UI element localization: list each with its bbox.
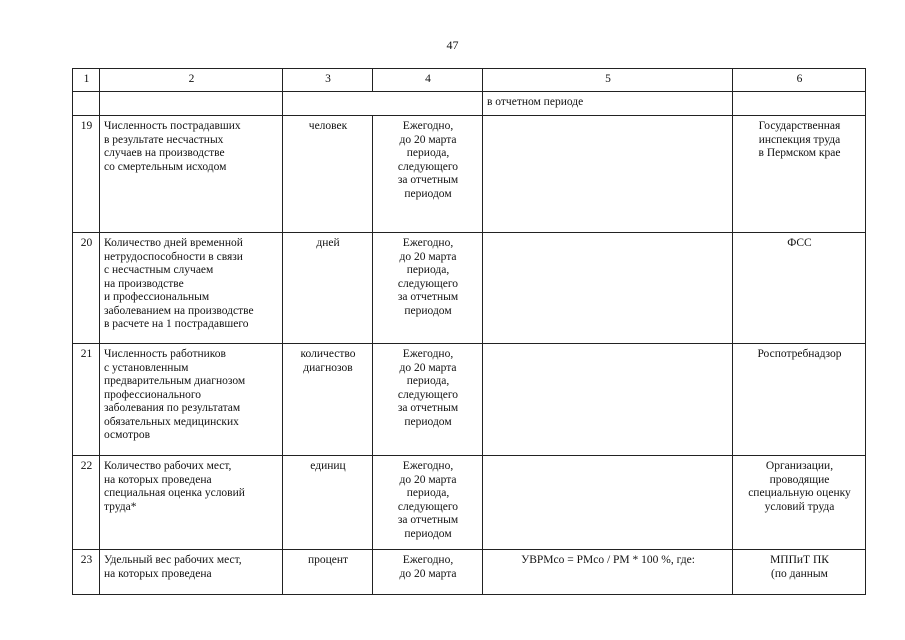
page-number: 47 <box>446 38 459 52</box>
table-row <box>73 344 866 456</box>
text-line: Численность работников <box>104 348 226 360</box>
text-line: Численность пострадавших <box>104 120 241 132</box>
text-line: Количество рабочих мест, <box>104 460 232 472</box>
source-cell <box>733 233 866 344</box>
text-line: на которых проведена <box>104 567 212 580</box>
header-cell-2: 2 <box>100 69 283 92</box>
table-row <box>73 116 866 233</box>
source-cell <box>733 550 866 595</box>
text-line: периодом <box>404 187 452 200</box>
text-line: предварительным диагнозом <box>104 375 246 387</box>
text-line: периода, <box>406 147 450 159</box>
source-cell <box>733 116 866 233</box>
text-line: за отчетным <box>397 514 459 526</box>
text-line: количество <box>300 348 356 360</box>
text-line: периодом <box>404 304 452 317</box>
text-line: МППиТ ПК <box>770 554 829 566</box>
subheader-cell-6 <box>733 92 866 116</box>
indicator-cell <box>100 456 283 550</box>
text-line: проводящие <box>769 473 830 486</box>
text-line: в Пермском крае <box>758 147 841 159</box>
text-line: ФСС <box>787 237 812 249</box>
term-cell <box>373 233 483 344</box>
header-row <box>73 69 866 92</box>
text-line: заболевания по результатам <box>104 402 241 414</box>
text-line: Ежегодно, <box>402 120 454 132</box>
subheader-row <box>73 92 866 116</box>
text-line: до 20 марта <box>399 250 457 263</box>
text-line: человек <box>308 120 348 132</box>
text-line: инспекция труда <box>758 133 841 146</box>
text-line: с несчастным случаем <box>104 264 214 276</box>
text-line: за отчетным <box>397 402 459 414</box>
text-line: до 20 марта <box>399 133 457 146</box>
row-number-cell: 21 <box>73 344 100 456</box>
unit-cell <box>283 233 373 344</box>
text-line: обязательных медицинских <box>104 415 239 428</box>
text-line: Роспотребнадзор <box>757 348 842 360</box>
method-cell <box>483 233 733 344</box>
indicators-table <box>72 68 866 595</box>
text-line: Удельный вес рабочих мест, <box>104 554 242 566</box>
header-cell-3: 3 <box>283 69 373 92</box>
text-line: дней <box>316 237 340 249</box>
row-number-cell: 22 <box>73 456 100 550</box>
header-cell-5: 5 <box>483 69 733 92</box>
text-line: условий труда <box>764 500 835 513</box>
text-line: периодом <box>404 527 452 540</box>
text-line: заболеванием на производстве <box>104 304 254 317</box>
row-number-cell: 19 <box>73 116 100 233</box>
unit-cell <box>283 456 373 550</box>
text-line: и профессиональным <box>104 291 210 303</box>
text-line: Государственная <box>758 120 841 132</box>
text-line: Ежегодно, <box>402 554 454 566</box>
header-cell-1: 1 <box>73 69 100 92</box>
text-line: осмотров <box>104 429 151 441</box>
text-line: труда* <box>104 500 137 513</box>
text-line: в расчете на 1 пострадавшего <box>104 318 249 330</box>
text-line: специальная оценка условий <box>104 487 245 499</box>
text-line: на которых проведена <box>104 473 212 486</box>
table-row <box>73 456 866 550</box>
text-line: Ежегодно, <box>402 460 454 472</box>
text-line: диагнозов <box>303 361 353 374</box>
subheader-cell-2 <box>100 92 283 116</box>
method-cell: УВРМсо = РМсо / РМ * 100 %, где: <box>483 550 733 595</box>
text-line: периода, <box>406 375 450 387</box>
text-line: до 20 марта <box>399 567 457 580</box>
text-line: следующего <box>397 388 459 401</box>
text-line: со смертельным исходом <box>104 160 227 173</box>
indicator-cell <box>100 116 283 233</box>
source-cell <box>733 456 866 550</box>
table-row <box>73 233 866 344</box>
unit-cell <box>283 116 373 233</box>
text-line: (по данным <box>771 567 828 580</box>
text-line: процент <box>307 554 349 566</box>
text-line: случаев на производстве <box>104 147 225 159</box>
row-number-cell: 23 <box>73 550 100 595</box>
text-line: Количество дней временной <box>104 237 243 249</box>
method-cell <box>483 116 733 233</box>
term-cell <box>373 344 483 456</box>
indicator-cell <box>100 344 283 456</box>
text-line: до 20 марта <box>399 361 457 374</box>
method-cell <box>483 344 733 456</box>
header-cell-6: 6 <box>733 69 866 92</box>
subheader-cell-1 <box>73 92 100 116</box>
text-line: периода, <box>406 487 450 499</box>
text-line: периода, <box>406 264 450 276</box>
indicator-cell <box>100 550 283 595</box>
subheader-cell-3-4 <box>283 92 483 116</box>
text-line: Ежегодно, <box>402 348 454 360</box>
text-line: на производстве <box>104 277 184 290</box>
unit-cell <box>283 550 373 595</box>
text-line: единиц <box>310 460 346 472</box>
method-cell <box>483 456 733 550</box>
text-line: Организации, <box>765 460 834 472</box>
text-line: следующего <box>397 277 459 290</box>
indicator-cell <box>100 233 283 344</box>
text-line: следующего <box>397 160 459 173</box>
text-line: Ежегодно, <box>402 237 454 249</box>
term-cell <box>373 116 483 233</box>
text-line: периодом <box>404 415 452 428</box>
text-line: нетрудоспособности в связи <box>104 250 243 263</box>
text-line: профессионального <box>104 388 202 401</box>
term-cell <box>373 550 483 595</box>
table-row <box>73 550 866 595</box>
text-line: в результате несчастных <box>104 133 224 146</box>
text-line: за отчетным <box>397 174 459 186</box>
source-cell <box>733 344 866 456</box>
row-number-cell: 20 <box>73 233 100 344</box>
text-line: следующего <box>397 500 459 513</box>
text-line: специальную оценку <box>748 487 851 499</box>
unit-cell <box>283 344 373 456</box>
text-line: до 20 марта <box>399 473 457 486</box>
text-line: с установленным <box>104 361 189 374</box>
subheader-period-cell: в отчетном периоде <box>483 92 733 116</box>
term-cell <box>373 456 483 550</box>
header-cell-4: 4 <box>373 69 483 92</box>
text-line: за отчетным <box>397 291 459 303</box>
